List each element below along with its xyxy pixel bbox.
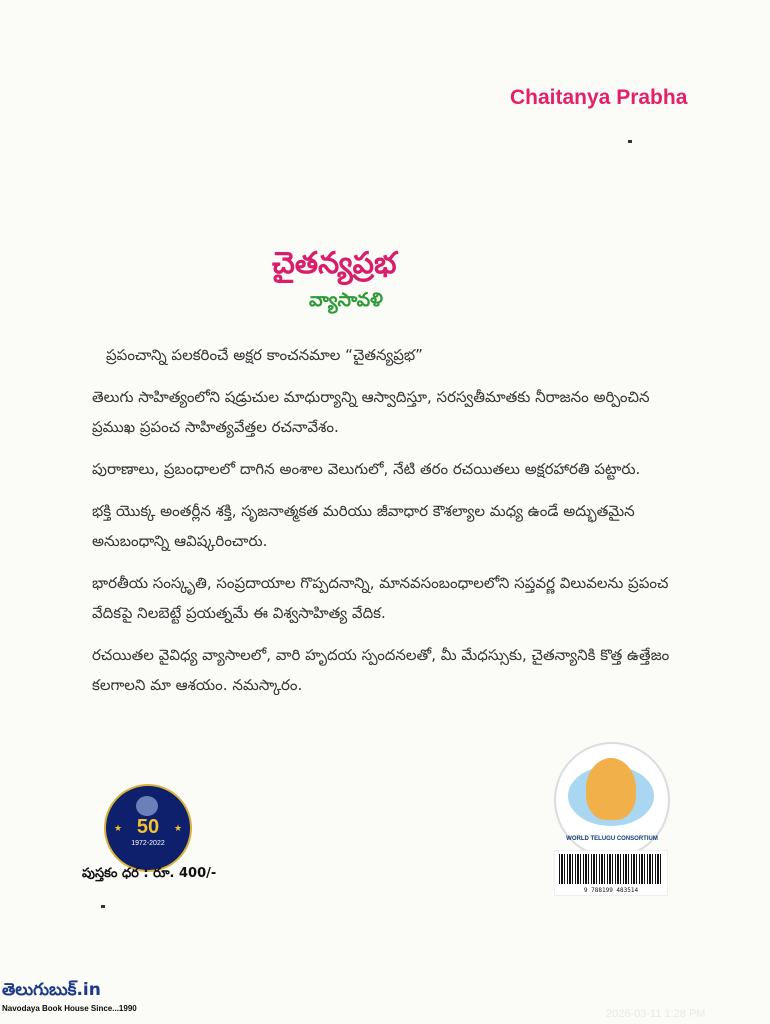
watermark-sub: Navodaya Book House Since...1990 bbox=[2, 1004, 137, 1013]
badge-number: 50 bbox=[136, 816, 160, 838]
blurb-paragraph-2: తెలుగు సాహిత్యంలోని షడ్రుచుల మాధుర్యాన్ని ఆస్వాదిస్తూ, సరస్వతీమాతకు నీరాజనం అర్పించిన ప్రముఖ ప్రపంచ సాహిత్యవేత్తల రచనావేశం. bbox=[92, 388, 650, 436]
blurb bbox=[92, 340, 692, 712]
speck bbox=[628, 140, 632, 143]
telugu-title: చైతన్యప్రభ bbox=[272, 246, 397, 281]
blurb-paragraph-1: ప్రపంచాన్ని పలకరించే అక్షర కాంచనమాల “చైతన్యప్రభ” bbox=[106, 346, 423, 364]
saraswati-icon bbox=[586, 758, 636, 820]
speck bbox=[101, 905, 105, 908]
watermark-brand: తెలుగుబుక్.in bbox=[2, 980, 101, 1000]
barcode bbox=[554, 850, 668, 896]
telugu-subtitle: వ్యాసావళి bbox=[309, 289, 383, 311]
english-title: Chaitanya Prabha bbox=[510, 86, 688, 109]
logo-label: WORLD TELUGU CONSORTIUM bbox=[566, 836, 658, 842]
blurb-paragraph-4: భక్తి యొక్క అంతర్లీన శక్తి, సృజనాత్మకత మరియు జీవాధార కౌశల్యాల మధ్య ఉండే అద్భుతమైన అనుబంధాన్ని ఆవిష్కరించారు. bbox=[92, 502, 635, 550]
badge-years: 1972-2022 bbox=[131, 840, 165, 847]
scan-timestamp: 2026-03-11 1:28 PM bbox=[606, 1008, 706, 1020]
barcode-digits: 9 788199 483514 bbox=[583, 887, 639, 894]
blurb-paragraph-5: భారతీయ సంస్కృతి, సంప్రదాయాల గొప్పదనాన్ని, మానవసంబంధాలలోని సప్తవర్ణ విలువలను ప్రపంచ వేదికపై నిలబెట్టే ప్రయత్నమే ఈ విశ్వసాహిత్య వేదిక. bbox=[92, 574, 669, 622]
blurb-paragraph-6: రచయితల వైవిధ్య వ్యాసాలలో, వారి హృదయ స్పందనలతో, మీ మేధస్సుకు, చైతన్యానికి కొత్త ఉత్తేజం కలగాలని మా ఆశయం. నమస్కారం. bbox=[92, 646, 670, 694]
blurb-paragraph-3: పురాణాలు, ప్రబంధాలలో దాగిన అంశాల వెలుగులో, నేటి తరం రచయితలు అక్షరహారతి పట్టారు. bbox=[92, 460, 641, 478]
saraswati-logo bbox=[554, 742, 670, 858]
star-icon: ★ bbox=[174, 824, 183, 834]
price-label: పుస్తకం ధర : రూ. 400/- bbox=[82, 866, 217, 881]
portrait-icon bbox=[136, 796, 158, 816]
star-icon: ★ bbox=[114, 824, 123, 834]
anniversary-badge bbox=[104, 784, 192, 872]
barcode-bars bbox=[559, 854, 663, 884]
